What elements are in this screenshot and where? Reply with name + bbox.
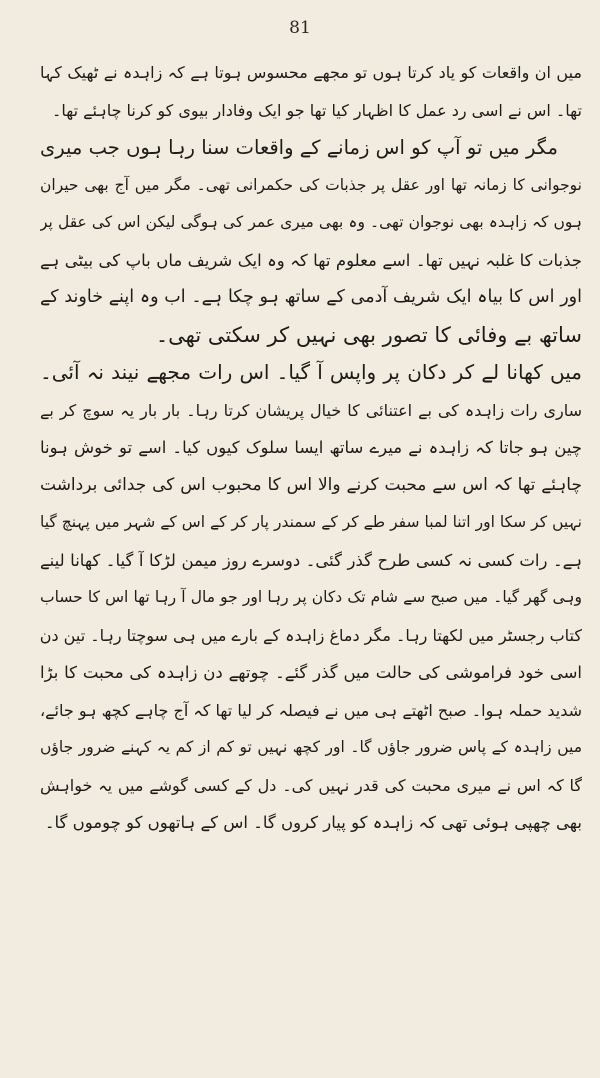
text-line: ہوں کہ زاہدہ بھی نوجوان تھی۔ وہ بھی میری عمر کی ہوگی لیکن اس کی عقل پر: [40, 213, 582, 231]
text-line: نوجوانی کا زمانہ تھا اور عقل پر جذبات کی حکمرانی تھی۔ مگر میں آج بھی حیران: [40, 175, 582, 194]
page-number: 81: [289, 18, 311, 38]
text-line: شدید حملہ ہوا۔ صبح اٹھتے ہی میں نے فیصلہ کر لیا تھا کہ آج چاہے کچھ ہو جائے،: [40, 700, 582, 720]
text-line: جذبات کا غلبہ نہیں تھا۔ اسے معلوم تھا کہ وہ ایک شریف ماں باپ کی بیٹی ہے: [40, 250, 582, 270]
text-line: گا کہ اس نے میری محبت کی قدر نہیں کی۔ دل کے کسی گوشے میں یہ خواہش: [40, 775, 582, 795]
text-line: میں کھانا لے کر دکان پر واپس آ گیا۔ اس رات مجھے نیند نہ آئی۔: [40, 360, 582, 384]
text-line: میں ان واقعات کو یاد کرتا ہوں تو مجھے محسوس ہوتا ہے کہ زاہدہ نے ٹھیک کہا: [40, 63, 582, 82]
text-line: اور اس کا بیاہ ایک شریف آدمی کے ساتھ ہو چکا ہے۔ اب وہ اپنے خاوند کے: [40, 287, 582, 307]
body-text: [40, 54, 582, 842]
text-line: نہیں کر سکا اور اتنا لمبا سفر طے کر کے سمندر پار کر کے اس کے شہر میں پہنچ گیا: [40, 513, 582, 531]
text-line: تھا۔ اس نے اسی رد عمل کا اظہار کیا تھا جو ایک وفادار بیوی کو کرنا چاہئے تھا۔: [51, 100, 582, 120]
text-line: وہی گھر گیا۔ میں صبح سے شام تک دکان پر رہا اور جو مال آ رہا تھا اس کا حساب: [40, 588, 582, 606]
text-line: اسی خود فراموشی کی حالت میں گذر گئے۔ چوتھے دن زاہدہ کی محبت کا بڑا: [40, 663, 582, 682]
text-line: ساری رات زاہدہ کی بے اعتنائی کا خیال پریشان کرتا رہا۔ بار بار یہ سوچ کر بے: [40, 400, 582, 420]
text-line: بھی چھپی ہوئی تھی کہ زاہدہ کو پیار کروں گا۔ اس کے ہاتھوں کو چوموں گا۔: [44, 813, 582, 832]
text-line: چاہئے تھا کہ اس سے محبت کرنے والا اس کا محبوب اس کی جدائی برداشت: [40, 474, 582, 495]
text-line: کتاب رجسٹر میں لکھتا رہا۔ مگر دماغ زاہدہ کے بارے میں ہی سوچتا رہا۔ تین دن: [40, 625, 582, 645]
text-line: ساتھ بے وفائی کا تصور بھی نہیں کر سکتی تھی۔: [155, 322, 582, 347]
text-line: میں زاہدہ کے پاس ضرور جاؤں گا۔ اور کچھ نہیں تو کم از کم یہ کہنے ضرور جاؤں: [40, 738, 582, 756]
text-line: مگر میں تو آپ کو اس زمانے کے واقعات سنا رہا ہوں جب میری: [40, 136, 558, 159]
text-line: چین ہو جاتا کہ زاہدہ نے میرے ساتھ ایسا سلوک کیوں کیا۔ اسے تو خوش ہونا: [40, 438, 582, 457]
text-line: ہے۔ رات کسی نہ کسی طرح گذر گئی۔ دوسرے روز میمن لڑکا آ گیا۔ کھانا لینے: [40, 550, 582, 570]
